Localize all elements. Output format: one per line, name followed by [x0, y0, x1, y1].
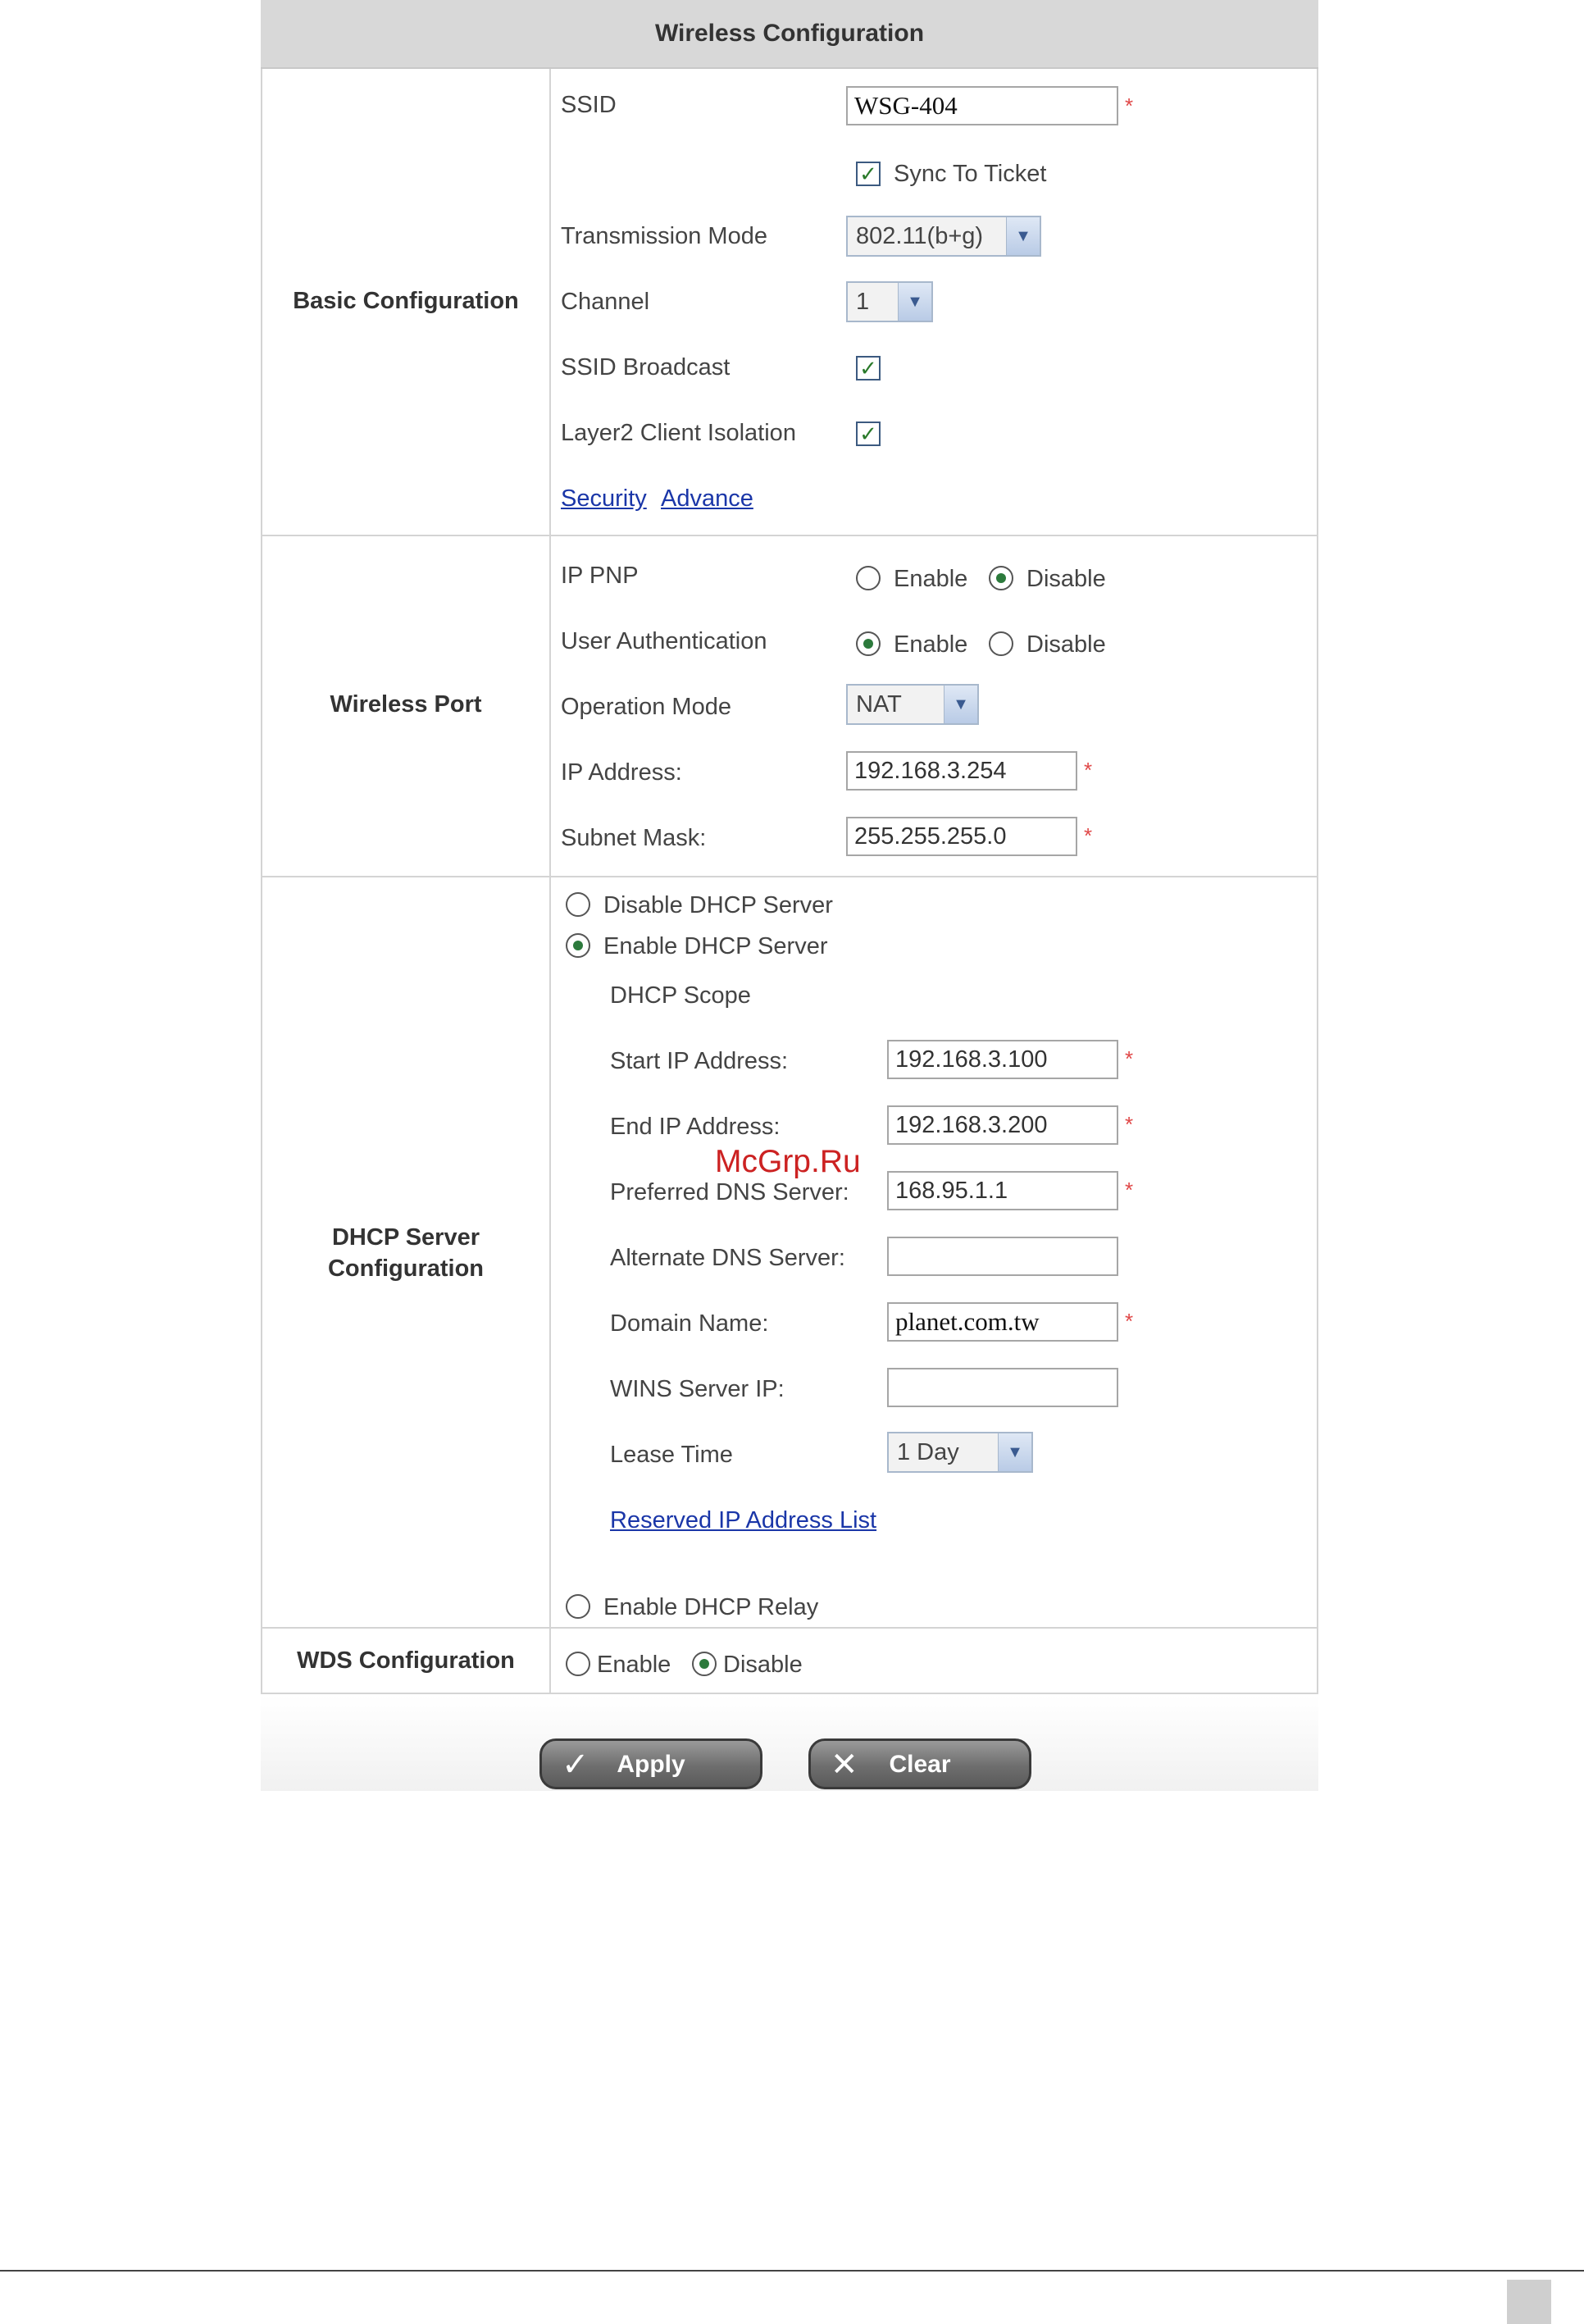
end-ip-input[interactable]: 192.168.3.200: [887, 1105, 1118, 1145]
chevron-down-icon: ▼: [944, 686, 977, 723]
lease-time-select[interactable]: [887, 1432, 1033, 1473]
ip-pnp-label: IP PNP: [561, 563, 639, 589]
clear-button-label: Clear: [889, 1751, 951, 1778]
button-strip: [261, 1696, 1318, 1791]
client-isolation-label: Layer2 Client Isolation: [561, 420, 796, 446]
end-ip-label: End IP Address:: [610, 1114, 781, 1140]
section-divider: [261, 1627, 1318, 1629]
sync-to-ticket-checkbox[interactable]: ✓: [856, 162, 881, 186]
wds-enable-label: Enable: [597, 1652, 671, 1678]
enable-dhcp-relay-radio[interactable]: [566, 1594, 590, 1619]
ip-pnp-enable-label: Enable: [894, 566, 968, 592]
alternate-dns-input[interactable]: [887, 1237, 1118, 1276]
user-auth-disable-radio[interactable]: [989, 631, 1013, 656]
domain-name-input[interactable]: planet.com.tw: [887, 1302, 1118, 1342]
alternate-dns-label: Alternate DNS Server:: [610, 1245, 845, 1271]
ssid-broadcast-checkbox[interactable]: ✓: [856, 356, 881, 380]
lease-time-label: Lease Time: [610, 1442, 733, 1468]
subnet-mask-label: Subnet Mask:: [561, 825, 707, 851]
footer-rule: [0, 2270, 1584, 2272]
transmission-mode-select[interactable]: [846, 216, 1041, 257]
ip-pnp-disable-label: Disable: [1026, 566, 1106, 592]
dhcp-config-label: [262, 1222, 549, 1284]
user-auth-enable-radio[interactable]: [856, 631, 881, 656]
watermark: McGrp.Ru: [715, 1144, 861, 1179]
ssid-broadcast-label: SSID Broadcast: [561, 354, 731, 380]
section-divider: [261, 876, 1318, 877]
enable-dhcp-relay-label: Enable DHCP Relay: [603, 1594, 819, 1620]
wins-server-label: WINS Server IP:: [610, 1376, 785, 1402]
required-mark: *: [1125, 1309, 1134, 1333]
wds-config-label: WDS Configuration: [297, 1647, 515, 1674]
user-auth-label: User Authentication: [561, 628, 767, 654]
required-mark: *: [1125, 1112, 1134, 1137]
start-ip-input[interactable]: 192.168.3.100: [887, 1040, 1118, 1079]
apply-button-label: Apply: [617, 1751, 685, 1778]
chevron-down-icon: ▼: [998, 1433, 1031, 1471]
preferred-dns-input[interactable]: 168.95.1.1: [887, 1171, 1118, 1210]
dhcp-config-label-line1: DHCP Server: [331, 1224, 480, 1251]
ssid-label: SSID: [561, 92, 617, 118]
required-mark: *: [1125, 1046, 1134, 1071]
required-mark: *: [1084, 758, 1093, 782]
wds-disable-label: Disable: [723, 1652, 803, 1678]
required-mark: *: [1084, 823, 1093, 848]
domain-name-label: Domain Name:: [610, 1310, 769, 1337]
client-isolation-checkbox[interactable]: ✓: [856, 422, 881, 446]
disable-dhcp-server-radio[interactable]: [566, 892, 590, 917]
lease-time-value: 1 Day: [897, 1439, 959, 1465]
ip-address-label: IP Address:: [561, 759, 682, 786]
page-number-box: [1507, 2280, 1551, 2324]
basic-config-label: Basic Configuration: [293, 288, 519, 314]
operation-mode-label: Operation Mode: [561, 694, 731, 720]
ssid-input[interactable]: WSG-404: [846, 86, 1118, 125]
ip-pnp-disable-radio[interactable]: [989, 566, 1013, 590]
checkmark-icon: ✓: [562, 1747, 589, 1783]
wins-server-input[interactable]: [887, 1368, 1118, 1407]
dhcp-config-label-line2: Configuration: [327, 1255, 485, 1282]
enable-dhcp-server-radio[interactable]: [566, 933, 590, 958]
channel-value: 1: [856, 289, 870, 315]
dhcp-scope-label: DHCP Scope: [610, 982, 751, 1009]
close-icon: ✕: [831, 1747, 858, 1783]
start-ip-label: Start IP Address:: [610, 1048, 789, 1074]
channel-select[interactable]: [846, 281, 933, 322]
security-link[interactable]: Security: [561, 485, 647, 512]
user-auth-enable-label: Enable: [894, 631, 968, 658]
enable-dhcp-server-label: Enable DHCP Server: [603, 933, 828, 959]
required-mark: *: [1125, 1178, 1134, 1202]
ip-pnp-enable-radio[interactable]: [856, 566, 881, 590]
transmission-mode-label: Transmission Mode: [561, 223, 767, 249]
apply-button[interactable]: [539, 1738, 762, 1789]
sync-to-ticket-label: Sync To Ticket: [894, 161, 1047, 187]
user-auth-disable-label: Disable: [1026, 631, 1106, 658]
required-mark: *: [1125, 93, 1134, 118]
clear-button[interactable]: [808, 1738, 1031, 1789]
wds-enable-radio[interactable]: [566, 1652, 590, 1676]
wds-disable-radio[interactable]: [692, 1652, 717, 1676]
channel-label: Channel: [561, 289, 650, 315]
panel-title: Wireless Configuration: [261, 0, 1318, 69]
column-divider: [549, 69, 551, 1694]
preferred-dns-label: Preferred DNS Server:: [610, 1179, 849, 1205]
section-divider: [261, 535, 1318, 536]
advance-link[interactable]: Advance: [661, 485, 753, 512]
reserved-ip-list-link[interactable]: Reserved IP Address List: [610, 1507, 877, 1533]
transmission-mode-value: 802.11(b+g): [856, 223, 984, 249]
subnet-mask-input[interactable]: 255.255.255.0: [846, 817, 1077, 856]
chevron-down-icon: ▼: [1006, 217, 1040, 255]
disable-dhcp-server-label: Disable DHCP Server: [603, 892, 833, 918]
operation-mode-select[interactable]: [846, 684, 979, 725]
operation-mode-value: NAT: [856, 691, 902, 718]
chevron-down-icon: ▼: [898, 283, 931, 321]
ip-address-input[interactable]: 192.168.3.254: [846, 751, 1077, 791]
wireless-config-panel: [261, 0, 1318, 1694]
wireless-port-label: Wireless Port: [330, 691, 482, 718]
